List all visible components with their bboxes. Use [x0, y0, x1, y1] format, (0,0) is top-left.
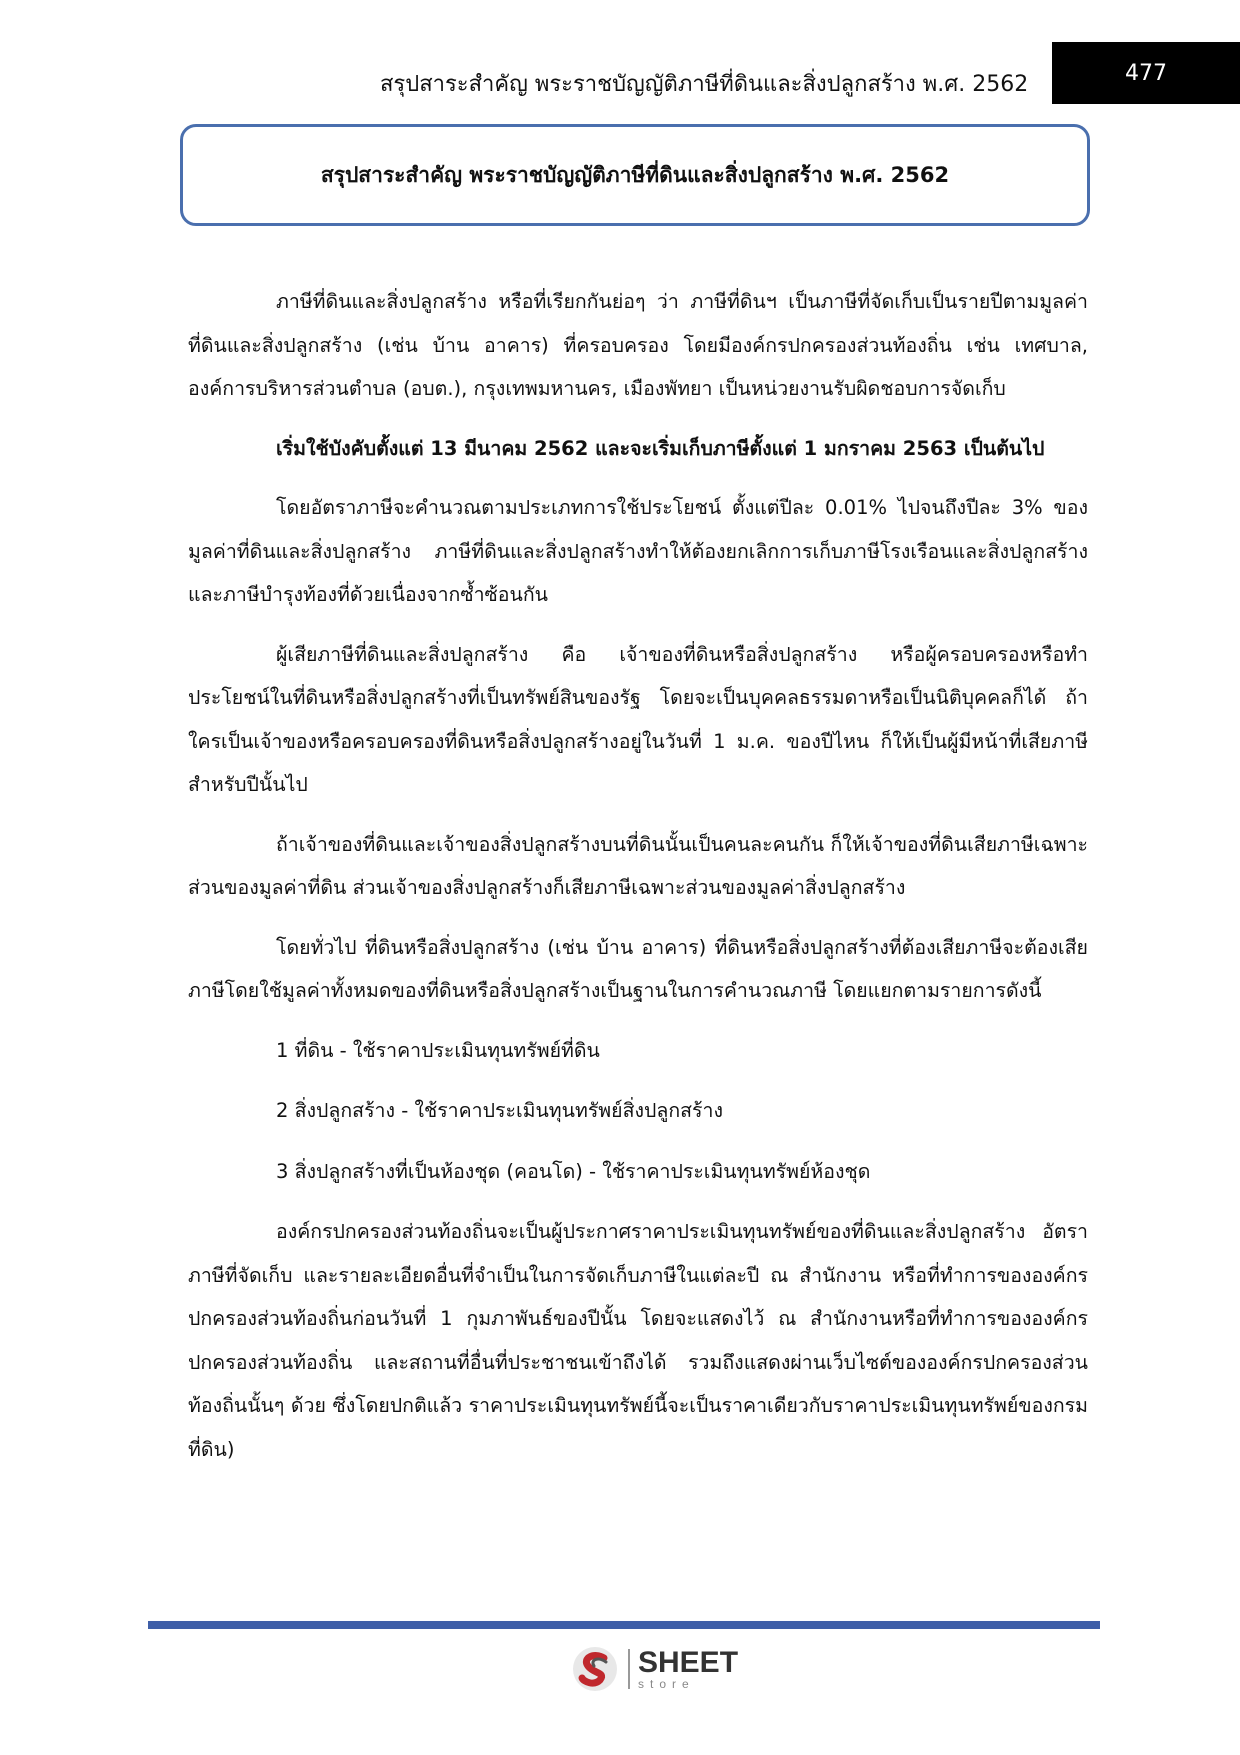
effective-date-line: เริ่มใช้บังคับตั้งแต่ 13 มีนาคม 2562 และจะเริ่มเก็บภาษีตั้งแต่ 1 มกราคม 2563 เป็นต้นไป — [276, 436, 1045, 460]
title-box — [180, 124, 1090, 226]
logo-subword: store — [638, 1677, 695, 1691]
logo-text — [638, 1648, 738, 1690]
paragraph-4: ถ้าเจ้าของที่ดินและเจ้าของสิ่งปลูกสร้างบนที่ดินนั้นเป็นคนละคนกัน ก็ให้เจ้าของที่ดินเสียภาษีเฉพาะส่วนของมูลค่าที่ดิน ส่วนเจ้าของสิ่งปลูกสร้างก็เสียภาษีเฉพาะส่วนของมูลค่าสิ่งปลูกสร้าง — [188, 832, 1088, 899]
running-header-title: สรุปสาระสำคัญ พระราชบัญญัติภาษีที่ดินและสิ่งปลูกสร้าง พ.ศ. 2562 — [380, 72, 1029, 97]
list-item: 2 สิ่งปลูกสร้าง - ใช้ราคาประเมินทุนทรัพย์สิ่งปลูกสร้าง — [276, 1099, 723, 1122]
sheet-store-logo — [570, 1644, 750, 1694]
paragraph-6: องค์กรปกครองส่วนท้องถิ่นจะเป็นผู้ประกาศราคาประเมินทุนทรัพย์ของที่ดินและสิ่งปลูกสร้าง อัตราภาษีที่จัดเก็บ และรายละเอียดอื่นที่จำเป็นในการจัดเก็บภาษีในแต่ละปี ณ สำนักงาน หรือที่ทำการขององค์กรปกครองส่วนท้องถิ่นก่อนวันที่ 1 กุมภาพันธ์ของปีนั้น โดยจะแสดงไว้ ณ สำนักงานหรือที่ทำการขององค์กรปกครองส่วนท้องถิ่น และสถานที่อื่นที่ประชาชนเข้าถึงได้ รวมถึงแสดงผ่านเว็บไซต์ขององค์กรปกครองส่วนท้องถิ่นนั้นๆ ด้วย ซึ่งโดยปกติแล้ว ราคาประเมินทุนทรัพย์นี้จะเป็นราคาเดียวกับราคาประเมินทุนทรัพย์ของกรมที่ดิน) — [188, 1220, 1088, 1461]
footer-rule — [148, 1621, 1100, 1629]
document-body — [188, 280, 1088, 1487]
paragraph-2: โดยอัตราภาษีจะคำนวณตามประเภทการใช้ประโยชน์ ตั้งแต่ปีละ 0.01% ไปจนถึงปีละ 3% ของมูลค่าที่ดินและสิ่งปลูกสร้าง ภาษีที่ดินและสิ่งปลูกสร้างทำให้ต้องยกเลิกการเก็บภาษีโรงเรือนและสิ่งปลูกสร้าง และภาษีบำรุงท้องที่ด้วยเนื่องจากซ้ำซ้อนกัน — [188, 496, 1088, 606]
page-number-box — [1052, 42, 1240, 104]
paragraph-3: ผู้เสียภาษีที่ดินและสิ่งปลูกสร้าง คือ เจ้าของที่ดินหรือสิ่งปลูกสร้าง หรือผู้ครอบครองหรือทำประโยชน์ในที่ดินหรือสิ่งปลูกสร้างที่เป็นทรัพย์สินของรัฐ โดยจะเป็นบุคคลธรรมดาหรือเป็นนิติบุคคลก็ได้ ถ้าใครเป็นเจ้าของหรือครอบครองที่ดินหรือสิ่งปลูกสร้างอยู่ในวันที่ 1 ม.ค. ของปีไหน ก็ให้เป็นผู้มีหน้าที่เสียภาษีสำหรับปีนั้นไป — [188, 642, 1088, 796]
logo-divider — [628, 1649, 630, 1689]
list-item: 1 ที่ดิน - ใช้ราคาประเมินทุนทรัพย์ที่ดิน — [276, 1038, 600, 1062]
paragraph-5: โดยทั่วไป ที่ดินหรือสิ่งปลูกสร้าง (เช่น บ้าน อาคาร) ที่ดินหรือสิ่งปลูกสร้างที่ต้องเสียภาษีจะต้องเสียภาษีโดยใช้มูลค่าทั้งหมดของที่ดินหรือสิ่งปลูกสร้างเป็นฐานในการคำนวณภาษี โดยแยกตามรายการดังนี้ — [188, 935, 1088, 1002]
list-item: 3 สิ่งปลูกสร้างที่เป็นห้องชุด (คอนโด) - ใช้ราคาประเมินทุนทรัพย์ห้องชุด — [276, 1159, 871, 1183]
paragraph-1: ภาษีที่ดินและสิ่งปลูกสร้าง หรือที่เรียกกันย่อๆ ว่า ภาษีที่ดินฯ เป็นภาษีที่จัดเก็บเป็นรายปีตามมูลค่าที่ดินและสิ่งปลูกสร้าง (เช่น บ้าน อาคาร) ที่ครอบครอง โดยมีองค์กรปกครองส่วนท้องถิ่น เช่น เทศบาล, องค์การบริหารส่วนตำบล (อบต.), กรุงเทพมหานคร, เมืองพัทยา เป็นหน่วยงานรับผิดชอบการจัดเก็บ — [188, 290, 1088, 400]
logo-word: SHEET — [638, 1646, 739, 1679]
sheet-logo-icon — [570, 1644, 620, 1694]
document-title: สรุปสาระสำคัญ พระราชบัญญัติภาษีที่ดินและสิ่งปลูกสร้าง พ.ศ. 2562 — [320, 162, 950, 187]
page-number: 477 — [1125, 60, 1167, 86]
